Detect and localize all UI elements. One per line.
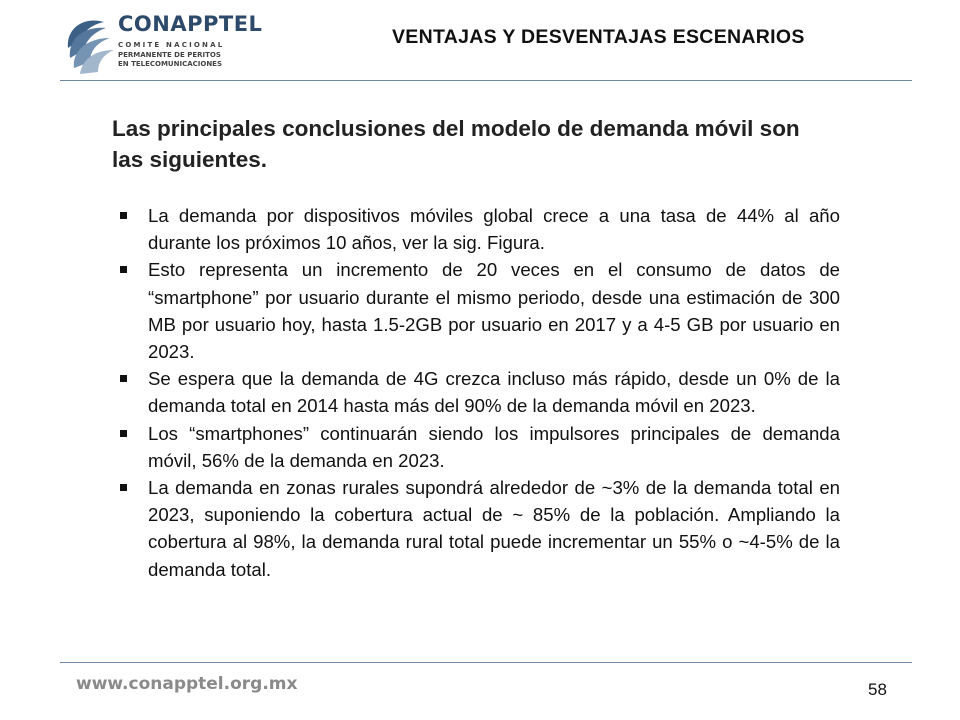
square-bullet-icon [120, 430, 127, 437]
bullet-item [118, 474, 840, 583]
conapptel-logo [60, 10, 263, 80]
footer-divider [60, 662, 912, 663]
logo-name: CONAPPTEL [118, 12, 263, 36]
bullet-item [118, 256, 840, 365]
bullet-text: Se espera que la demanda de 4G crezca incluso más rápido, desde un 0% de la demanda total en 2014 hasta más del 90% de la demanda móvil en 2023. [148, 368, 840, 417]
logo-line-1: COMITE NACIONAL [118, 41, 225, 49]
conapptel-globe-icon [60, 10, 120, 80]
bullet-list [118, 202, 840, 583]
bullet-text: Esto representa un incremento de 20 veces en el consumo de datos de “smartphone” por usuario durante el mismo periodo, desde una estimación de 300 MB por usuario hoy, hasta 1.5-2GB por usuario en 2017 y a 4-5 GB por usuario en 2023. [148, 259, 840, 363]
header-divider [60, 80, 912, 81]
bullet-text: Los “smartphones” continuarán siendo los impulsores principales de demanda móvil, 56% de la demanda en 2023. [148, 422, 840, 471]
square-bullet-icon [120, 484, 127, 491]
square-bullet-icon [120, 266, 127, 273]
slide-header-title: VENTAJAS Y DESVENTAJAS ESCENARIOS [392, 26, 805, 48]
square-bullet-icon [120, 212, 127, 219]
bullet-item [118, 365, 840, 419]
bullet-item [118, 202, 840, 256]
square-bullet-icon [120, 375, 127, 382]
logo-line-2: PERMANENTE DE PERITOS [118, 51, 221, 59]
bullet-text: La demanda por dispositivos móviles global crece a una tasa de 44% al año durante los próximos 10 años, ver la sig. Figura. [148, 205, 840, 254]
logo-line-3: EN TELECOMUNICACIONES [118, 60, 223, 68]
footer-url: www.conapptel.org.mx [76, 674, 298, 694]
bullet-item [118, 420, 840, 474]
bullet-text: La demanda en zonas rurales supondrá alrededor de ~3% de la demanda total en 2023, suponiendo la cobertura actual de ~ 85% de la población. Ampliando la cobertura al 98%, la demanda rural total puede incrementar un 55% o ~4-5% de la demanda total. [148, 477, 840, 580]
slide-heading: Las principales conclusiones del modelo de demanda móvil son las siguientes. [112, 116, 800, 172]
page-number: 58 [868, 680, 887, 699]
